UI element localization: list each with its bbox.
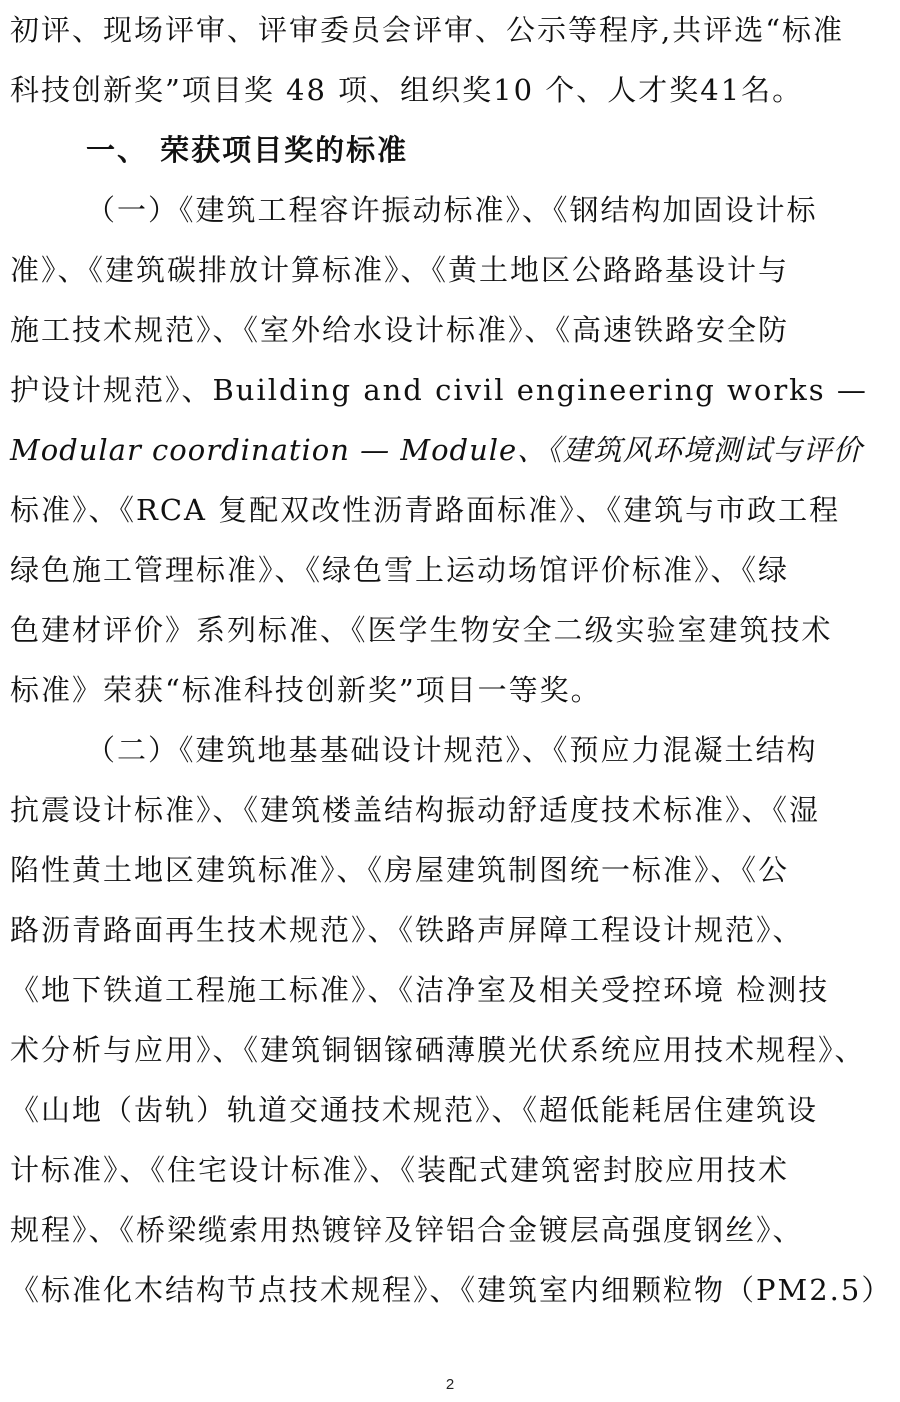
paragraph-2-line-9: 规程》、《桥梁缆索用热镀锌及锌铝合金镀层高强度钢丝》、	[10, 1213, 804, 1247]
page-number: 2	[445, 1376, 455, 1393]
paragraph-1-line-8: 色建材评价》系列标准、《医学生物安全二级实验室建筑技术	[10, 613, 833, 647]
paragraph-1-line-4: 护设计规范》、Building and civil engineering works —	[10, 373, 868, 407]
section-heading: 一、 荣获项目奖的标准	[86, 133, 409, 167]
paragraph-1-line-3: 施工技术规范》、《室外给水设计标准》、《高速铁路安全防	[10, 313, 790, 347]
paragraph-2-line-1: （二）《建筑地基基础设计规范》、《预应力混凝土结构	[86, 733, 818, 767]
paragraph-2-line-5: 《地下铁道工程施工标准》、《洁净室及相关受控环境 检测技	[10, 973, 830, 1007]
paragraph-1-line-9: 标准》荣获“标准科技创新奖”项目一等奖。	[10, 673, 602, 707]
paragraph-2-line-2: 抗震设计标准》、《建筑楼盖结构振动舒适度技术标准》、《湿	[10, 793, 821, 827]
paragraph-2-line-4: 路沥青路面再生技术规范》、《铁路声屏障工程设计规范》、	[10, 913, 804, 947]
paragraph-2-line-6: 术分析与应用》、《建筑铜铟镓硒薄膜光伏系统应用技术规程》、	[10, 1033, 866, 1067]
paragraph-1-line-2: 准》、《建筑碳排放计算标准》、《黄土地区公路路基设计与	[10, 253, 790, 287]
text-line-2: 科技创新奖”项目奖 48 项、组织奖10 个、人才奖41名。	[10, 73, 804, 107]
text-line-1: 初评、现场评审、评审委员会评审、公示等程序,共评选“标准	[10, 13, 845, 47]
paragraph-2-line-7: 《山地（齿轨）轨道交通技术规范》、《超低能耗居住建筑设	[10, 1093, 819, 1127]
paragraph-2-line-10: 《标准化木结构节点技术规程》、《建筑室内细颗粒物（PM2.5）	[10, 1273, 893, 1307]
paragraph-1-line-7: 绿色施工管理标准》、《绿色雪上运动场馆评价标准》、《绿	[10, 553, 790, 587]
paragraph-1-line-5: Modular coordination — Module、《建筑风环境测试与评价	[10, 433, 863, 467]
paragraph-1-line-1: （一）《建筑工程容许振动标准》、《钢结构加固设计标	[86, 193, 818, 227]
paragraph-2-line-3: 陷性黄土地区建筑标准》、《房屋建筑制图统一标准》、《公	[10, 853, 790, 887]
paragraph-2-line-8: 计标准》、《住宅设计标准》、《装配式建筑密封胶应用技术	[10, 1153, 790, 1187]
paragraph-1-line-6: 标准》、《RCA 复配双改性沥青路面标准》、《建筑与市政工程	[10, 493, 841, 527]
